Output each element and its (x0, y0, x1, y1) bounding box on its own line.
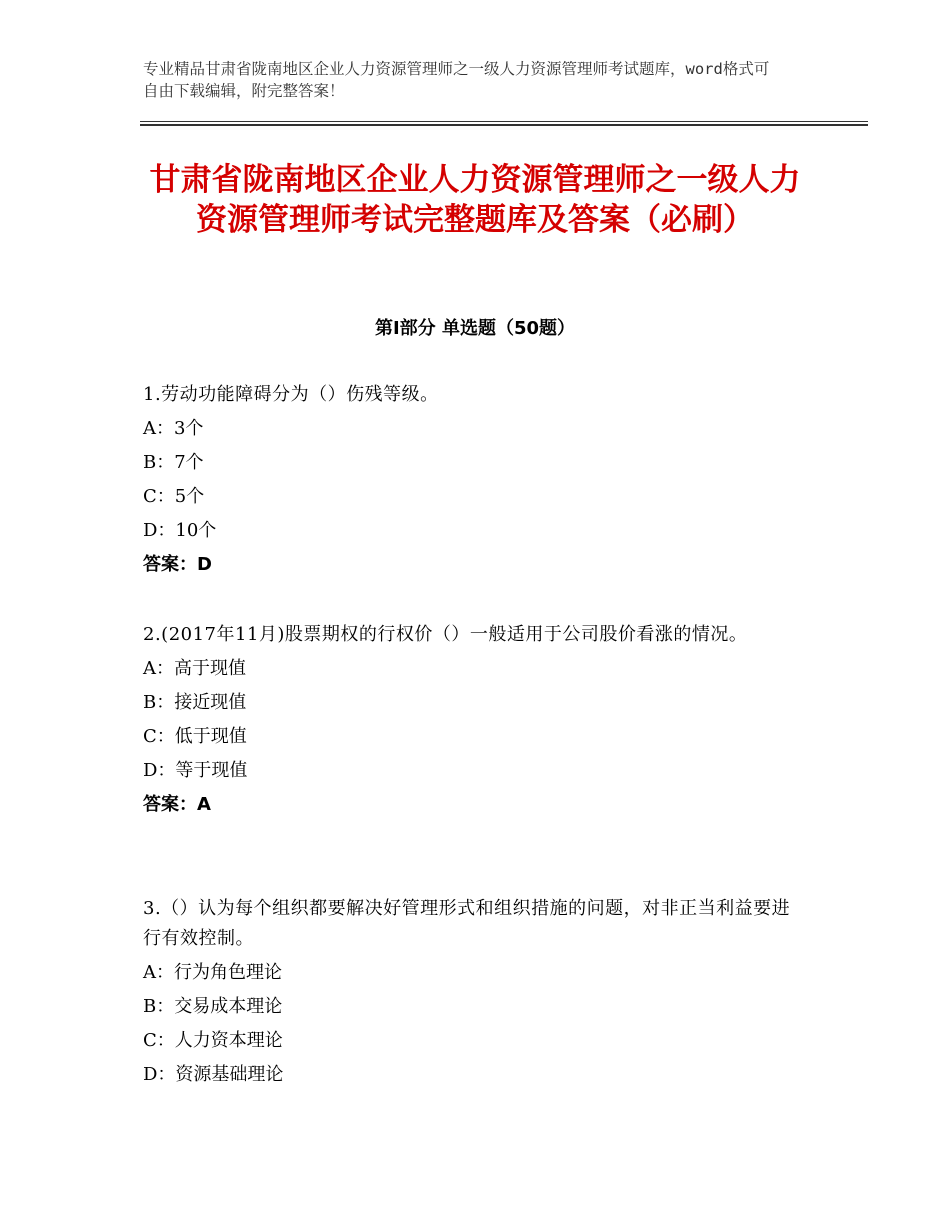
question-3 (143, 894, 813, 1094)
option-a: A：3个 (143, 418, 204, 439)
option-d: D：等于现值 (143, 760, 248, 781)
answer: 答案：A (143, 794, 211, 815)
option-c: C：5个 (143, 486, 205, 507)
answer: 答案：D (143, 554, 212, 575)
option-b: B：接近现值 (143, 692, 247, 713)
question-text: 2.(2017年11月)股票期权的行权价（）一般适用于公司股价看涨的情况。 (143, 624, 748, 645)
option-b: B：交易成本理论 (143, 996, 283, 1017)
option-c: C：人力资本理论 (143, 1030, 283, 1051)
section-title: 第Ⅰ部分 单选题（50题） (374, 318, 575, 339)
header-note: 专业精品甘肃省陇南地区企业人力资源管理师之一级人力资源管理师考试题库，word格式可自由下载编辑，附完整答案！ (143, 60, 770, 100)
header-divider (140, 121, 868, 126)
question-1 (143, 380, 813, 584)
option-c: C：低于现值 (143, 726, 247, 747)
document-title: 甘肃省陇南地区企业人力资源管理师之一级人力资源管理师考试完整题库及答案（必刷） (149, 162, 801, 238)
question-2 (143, 620, 813, 824)
option-b: B：7个 (143, 452, 204, 473)
option-a: A：行为角色理论 (143, 962, 282, 983)
option-d: D：10个 (143, 520, 217, 541)
option-d: D：资源基础理论 (143, 1064, 284, 1085)
option-a: A：高于现值 (143, 658, 246, 679)
question-text: 1.劳动功能障碍分为（）伤残等级。 (143, 384, 439, 405)
question-text: 3.（）认为每个组织都要解决好管理形式和组织措施的问题，对非正当利益要进行有效控制。 (143, 898, 791, 949)
